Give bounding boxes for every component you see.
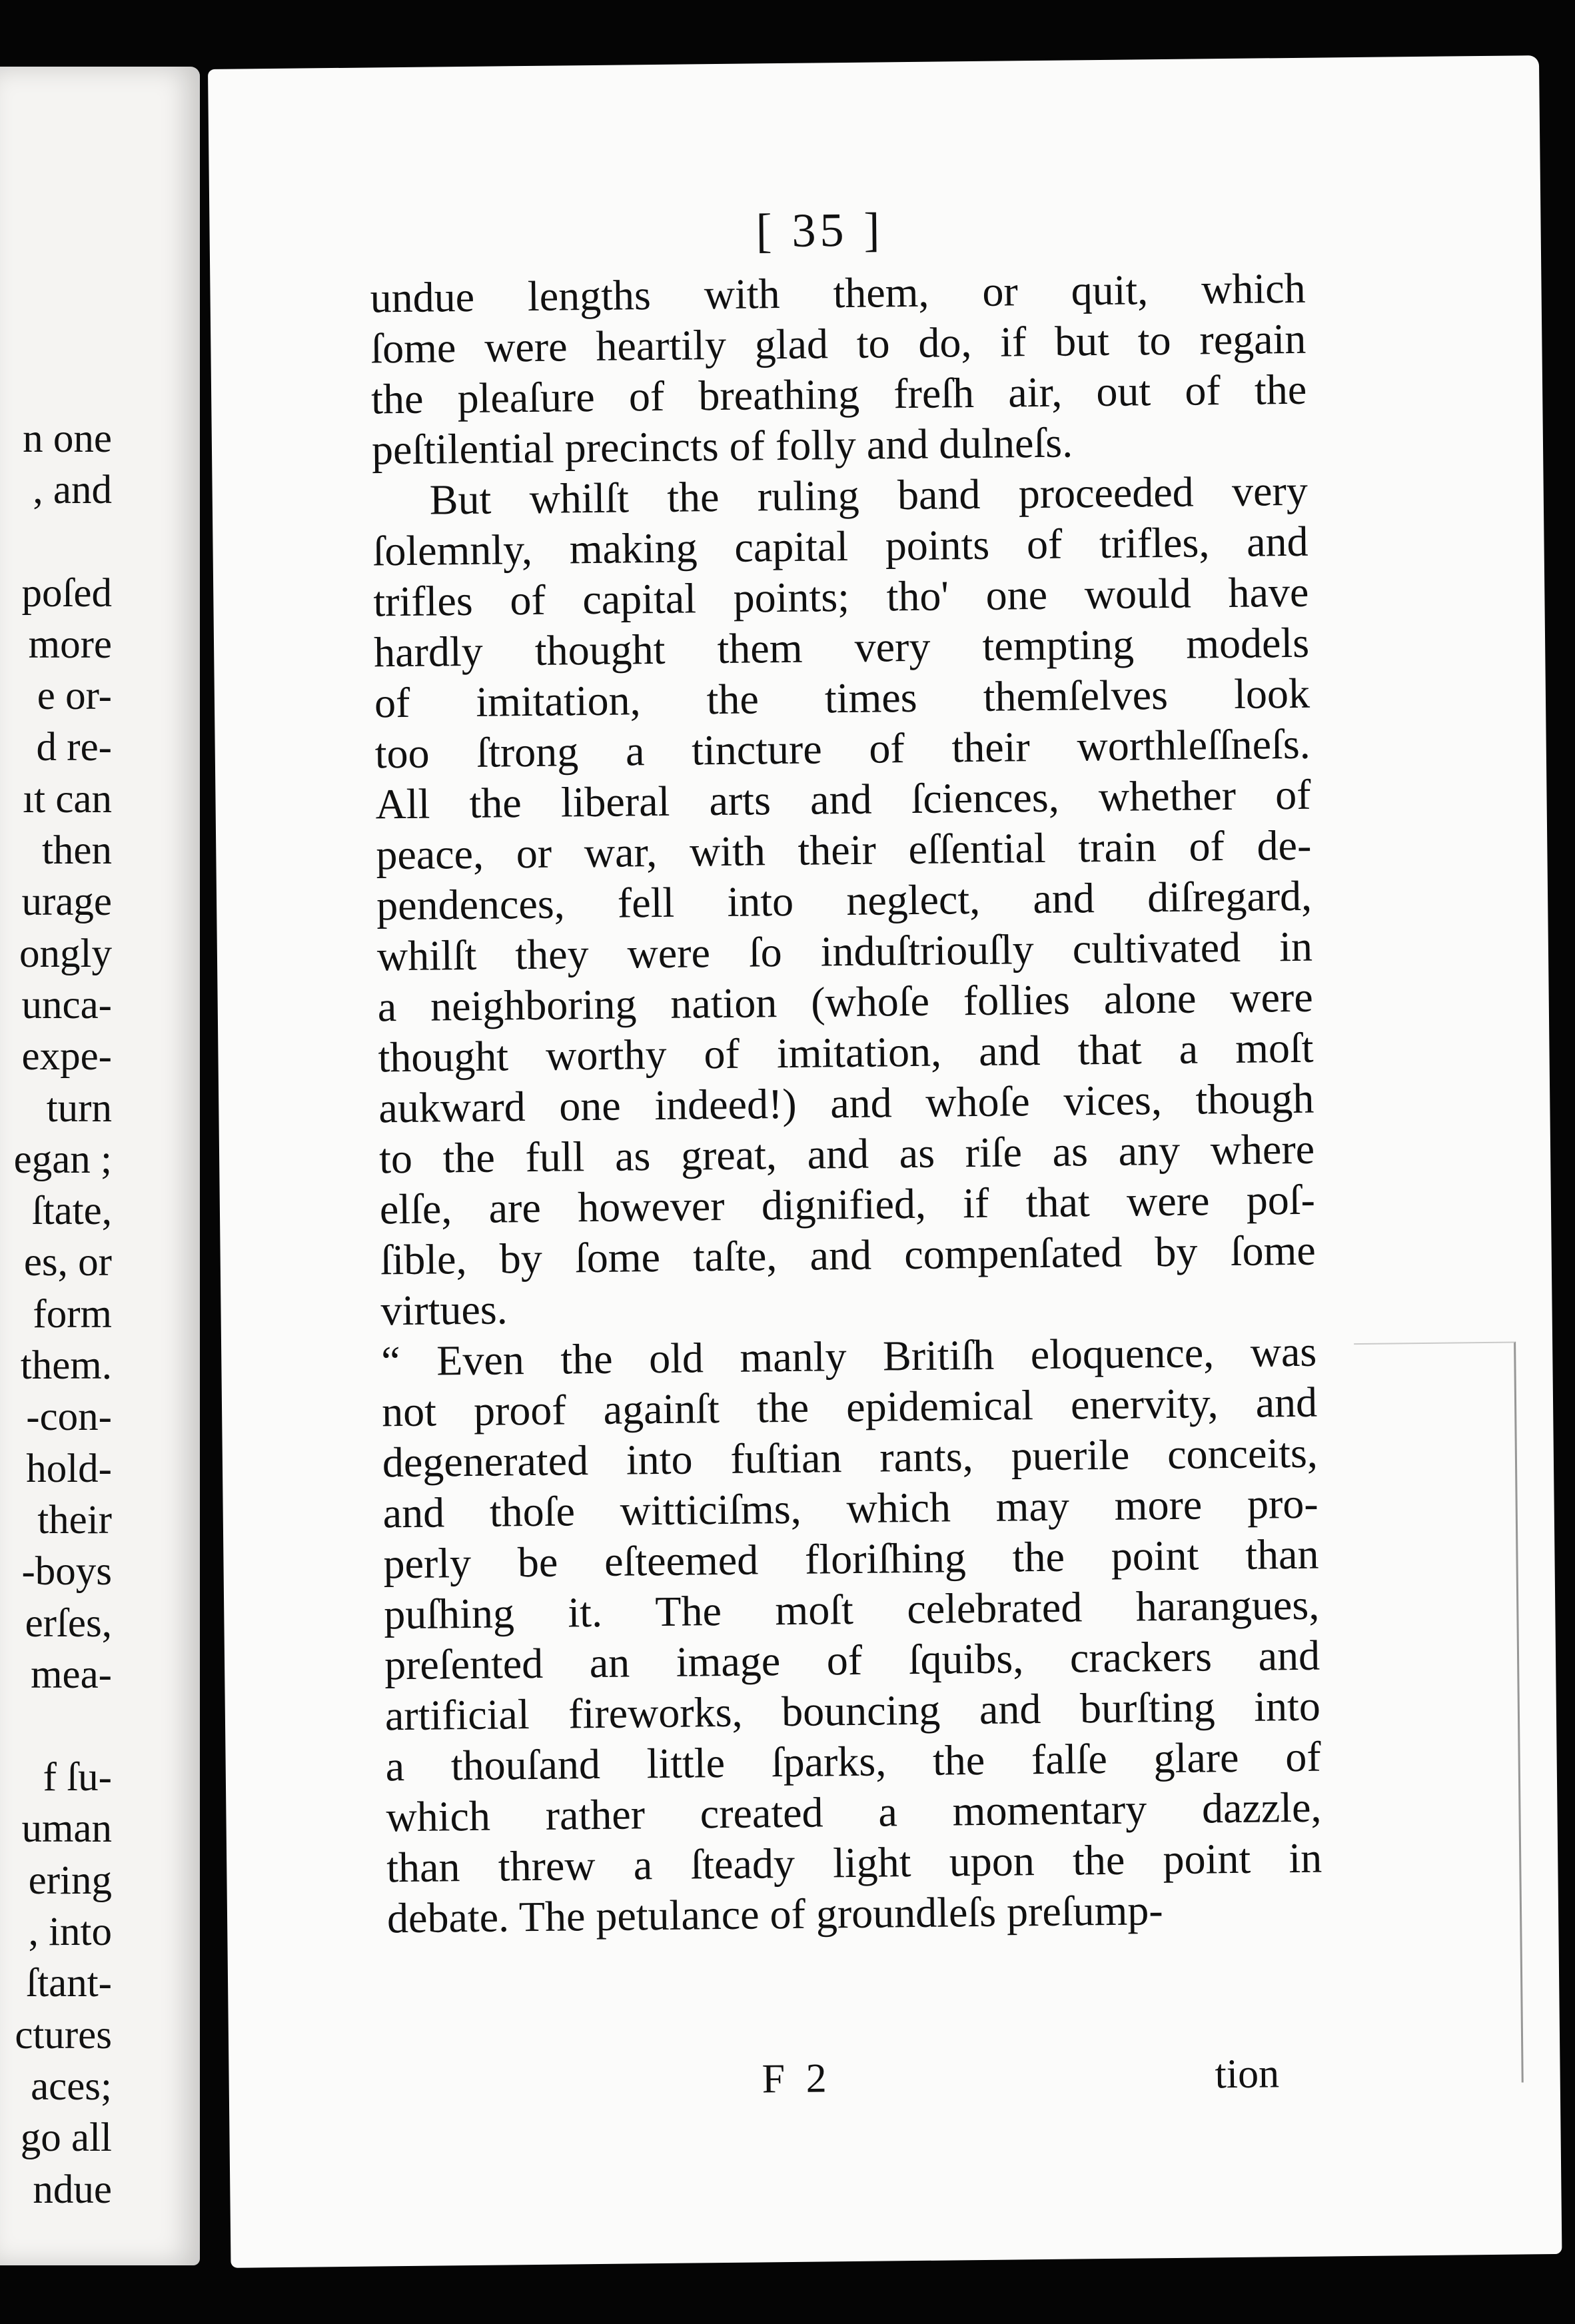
text-line: peſtilential precincts of folly and dulneſs. [371,418,1073,474]
text-line: too ſtrong a tincture of their worthleſſneſs. [374,720,1311,778]
facing-page-line: poſed [21,570,112,616]
facing-page-line: hold- [26,1446,112,1491]
text-line: not proof againſt the epidemical enervity, and [381,1378,1318,1436]
facing-page-line: egan ; [13,1137,112,1182]
text-line: hardly thought them very tempting models [373,618,1310,676]
facing-page-line: ſtant- [26,1961,112,2006]
facing-page-line: more [28,622,112,667]
body-text [370,263,1322,1944]
text-line: But whilſt the ruling band proceeded very [429,466,1309,524]
facing-page-line: f ſu- [43,1755,112,1800]
text-line: a neighboring nation (whoſe follies alone were [377,973,1314,1031]
facing-page-text [14,413,112,2215]
facing-page-line: ctures [15,2012,112,2057]
catchword: tion [1215,2051,1280,2097]
page-number: [ 35 ] [756,203,884,258]
text-line: trifles of capital points; tho' one would have [373,568,1309,626]
text-line: preſented an image of ſquibs, crackers and [384,1631,1320,1689]
facing-page-line: form [33,1291,112,1337]
facing-page-line: then [41,828,112,873]
facing-page-line: urage [21,879,112,925]
facing-page-line: e or- [37,674,112,719]
facing-page-line: mea- [31,1652,112,1697]
text-line: All the liberal arts and ſciences, whether of [375,770,1311,828]
facing-page-line: ering [28,1858,112,1903]
facing-page-line [14,516,112,568]
text-line: of imitation, the times themſelves look [374,669,1311,727]
clipping-outline [1354,1342,1524,2084]
facing-page-line: turn [46,1085,112,1131]
text-line: than threw a ſteady light upon the point in [386,1834,1322,1892]
text-line: whilſt they were ſo induſtriouſly cultivated in [376,922,1313,980]
text-line: puſhing it. The moſt celebrated harangues, [383,1580,1320,1638]
book-page [208,55,1562,2268]
facing-page-line: ıt can [23,776,112,822]
text-line: elſe, are however dignified, if that were poſ- [379,1175,1316,1233]
facing-page-line: d re- [36,725,112,770]
text-line: aukward one indeed!) and whoſe vices, though [378,1074,1314,1132]
text-line: pendences, fell into neglect, and diſregard, [376,872,1312,929]
text-line: degenerated into fuſtian rants, puerile conceits, [382,1429,1318,1486]
text-line: ſolemnly, making capital points of trifles, and [372,517,1309,575]
text-line: peace, or war, with their eſſential train of de- [375,821,1312,879]
text-line: virtues. [380,1285,508,1335]
facing-page-line: them. [20,1343,112,1389]
text-line: thought worthy of imitation, and that a moſt [378,1023,1314,1081]
facing-page-line: their [37,1497,112,1542]
text-line: a thouſand little ſparks, the falſe glare of [385,1732,1321,1790]
facing-page-line: aces; [31,2063,112,2109]
facing-page-line: unca- [21,982,112,1027]
text-line: and thoſe witticiſms, which may more pro- [382,1479,1319,1537]
text-line: ſome were heartily glad to do, if but to regain [370,314,1307,372]
text-line: artificial fireworks, bouncing and burſting into [384,1682,1321,1740]
text-line: undue lengths with them, or quit, which [370,264,1306,322]
text-line: perly be eſteemed floriſhing the point than [383,1530,1319,1588]
facing-page-line: go all [20,2115,112,2161]
facing-page-line: erſes, [25,1600,112,1646]
facing-page-line: ongly [19,931,112,976]
signature-mark: F 2 [762,2055,832,2102]
facing-page-line: , and [33,468,112,513]
facing-page-line: -con- [26,1395,112,1440]
facing-page [0,67,200,2265]
text-line: debate. The petulance of groundleſs preſump- [386,1886,1164,1942]
facing-page-line: uman [21,1806,112,1852]
facing-page-line [14,1700,112,1752]
text-line: which rather created a momentary dazzle, [386,1783,1322,1841]
facing-page-line: ſtate, [31,1189,112,1234]
facing-page-line: expe- [21,1034,112,1079]
facing-page-line: , into [28,1910,112,1955]
text-line: “ Even the old manly Britiſh eloquence, was [380,1327,1317,1385]
facing-page-line: n one [23,416,112,461]
facing-page-line: -boys [21,1549,112,1594]
text-line: the pleaſure of breathing freſh air, out of the [370,365,1307,423]
facing-page-line: es, or [23,1240,112,1285]
text-line: to the full as great, and as riſe as any where [378,1125,1315,1183]
text-line: ſible, by ſome taſte, and compenſated by ſome [380,1226,1316,1284]
facing-page-line: ndue [33,2167,112,2212]
